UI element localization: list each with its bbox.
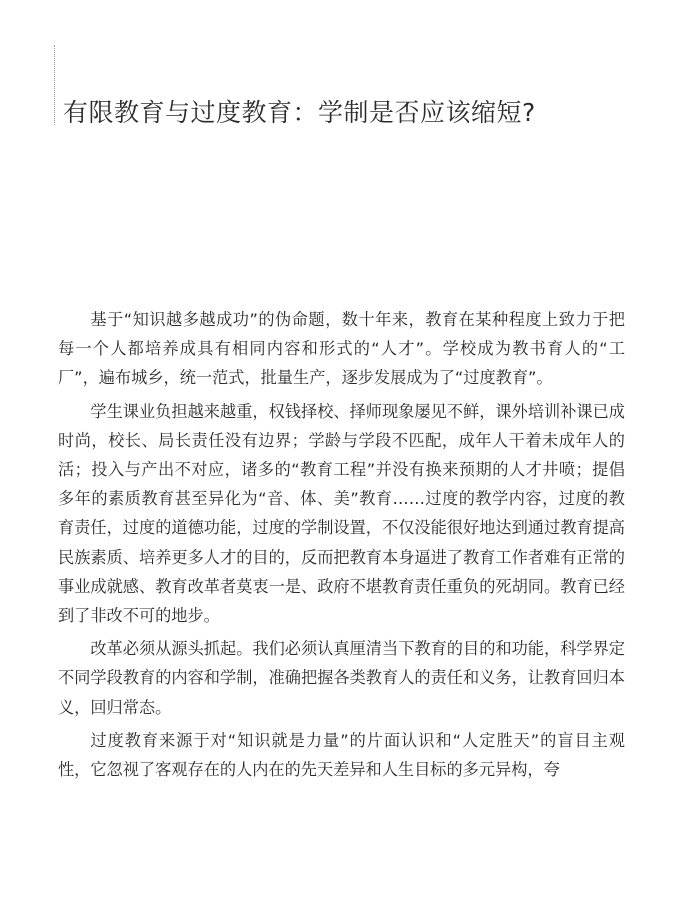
title-dotted-rule: [54, 45, 55, 125]
paragraph-4: 过度教育来源于对“知识就是力量”的片面认识和“人定胜天”的盲目主观性，它忽视了客观存在的人内在的先天差异和人生目标的多元异构，夸: [58, 730, 625, 780]
paragraph-3: 改革必须从源头抓起。我们必须认真厘清当下教育的目的和功能，科学界定不同学段教育的内容和学制，准确把握各类教育人的责任和义务，让教育回归本义，回归常态。: [58, 639, 625, 717]
article-title: 有限教育与过度教育：学制是否应该缩短?: [63, 98, 536, 127]
paragraph-1: 基于“知识越多越成功”的伪命题，数十年来，教育在某种程度上致力于把每一个人都培养成具有相同内容和形式的“人才”。学校成为教书育人的“工厂”，遍布城乡，统一范式，批量生产，逐步发展成为了“过度教育”。: [58, 310, 625, 388]
paragraph-2: 学生课业负担越来越重，权钱择校、择师现象屡见不鲜，课外培训补课已成时尚，校长、局长责任没有边界；学龄与学段不匹配，成年人干着未成年人的活；投入与产出不对应，诸多的“教育工程”并没有换来预期的人才井喷；提倡多年的素质教育甚至异化为“音、体、美”教育……过度的教学内容，过度的教育责任，过度的道德功能，过度的学制设置，不仅没能很好地达到通过教育提高民族素质、培养更多人才的目的，反而把教育本身逼进了教育工作者难有正常的事业成就感、教育改革者莫衷一是、政府不堪教育责任重负的死胡同。教育已经到了非改不可的地步。: [58, 401, 625, 626]
article-body: [58, 305, 625, 788]
